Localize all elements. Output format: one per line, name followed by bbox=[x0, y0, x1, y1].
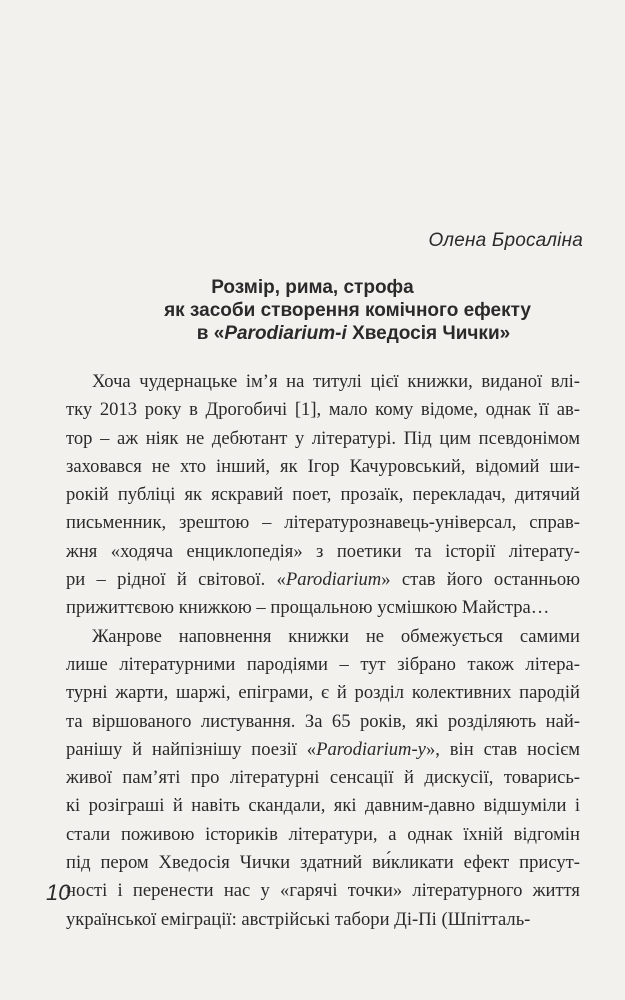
text-line: ності і перенести нас у «гарячі точки» літературного життя bbox=[66, 880, 580, 902]
text-line: під пером Хведосія Чички здатний ви́кликати ефект присут- bbox=[66, 852, 580, 874]
body-text bbox=[66, 368, 580, 934]
text-line: української еміграції: австрійські табори Ді-Пі (Шпітталь- bbox=[66, 908, 531, 930]
text-line: кі розіграші й навіть скандали, які давним-давно відшуміли і bbox=[66, 795, 580, 817]
title-line-3-suffix: Хведосія Чички» bbox=[346, 323, 511, 344]
title-line-3 bbox=[0, 322, 625, 345]
text-line: та віршованого листування. За 65 років, які розділяють най- bbox=[66, 710, 580, 732]
text-line: тку 2013 року в Дрогобичі [1], мало кому відоме, однак її ав- bbox=[66, 399, 580, 421]
text-line: живої пам’яті про літературні сенсації й дискусії, товарись- bbox=[66, 767, 580, 789]
text-line: заховався не хто інший, як Ігор Качуровський, відомий ши- bbox=[66, 455, 580, 477]
text-line: турні жарти, шаржі, епіграми, є й розділ колективних пародій bbox=[66, 682, 580, 704]
text-line: лише літературними пародіями – тут зібрано також літера- bbox=[66, 653, 580, 675]
title-line-2: як засоби створення комічного ефекту bbox=[164, 300, 531, 321]
text-line: прижиттєвою книжкою – прощальною усмішкою Майстра… bbox=[66, 597, 550, 619]
paragraph bbox=[66, 623, 580, 934]
author-name: Олена Бросаліна bbox=[428, 230, 583, 251]
text-line: жня «ходяча енциклопедія» з поетики та історії літерату- bbox=[66, 540, 580, 562]
text-line: тор – аж ніяк не дебютант у літературі. Під цим псевдонімом bbox=[66, 427, 580, 449]
article-title bbox=[0, 276, 625, 345]
title-italic-work: Parodiarium-і bbox=[224, 323, 347, 344]
text-line: стали поживою істориків літератури, а однак їхній відгомін bbox=[66, 823, 580, 845]
text-line: Жанрове наповнення книжки не обмежується самими bbox=[92, 625, 580, 647]
page-number: 10 bbox=[46, 880, 71, 905]
text-line: письменник, зрештою – літературознавець-універсал, справ- bbox=[66, 512, 580, 534]
title-line-3-prefix: в « bbox=[196, 323, 225, 344]
text-line: ри – рідної й світової. «Parodiarium» став його останньою bbox=[66, 569, 581, 591]
text-line: Хоча чудернацьке ім’я на титулі цієї книжки, виданої влі- bbox=[92, 371, 580, 392]
paragraph bbox=[66, 368, 580, 623]
text-line: рокій публіці як яскравий поет, прозаїк, перекладач, дитячий bbox=[66, 484, 580, 506]
title-line-1: Розмір, рима, строфа bbox=[211, 277, 414, 298]
text-line: ранішу й найпізнішу поезії «Parodiarium-у», він став носієм bbox=[66, 738, 580, 760]
